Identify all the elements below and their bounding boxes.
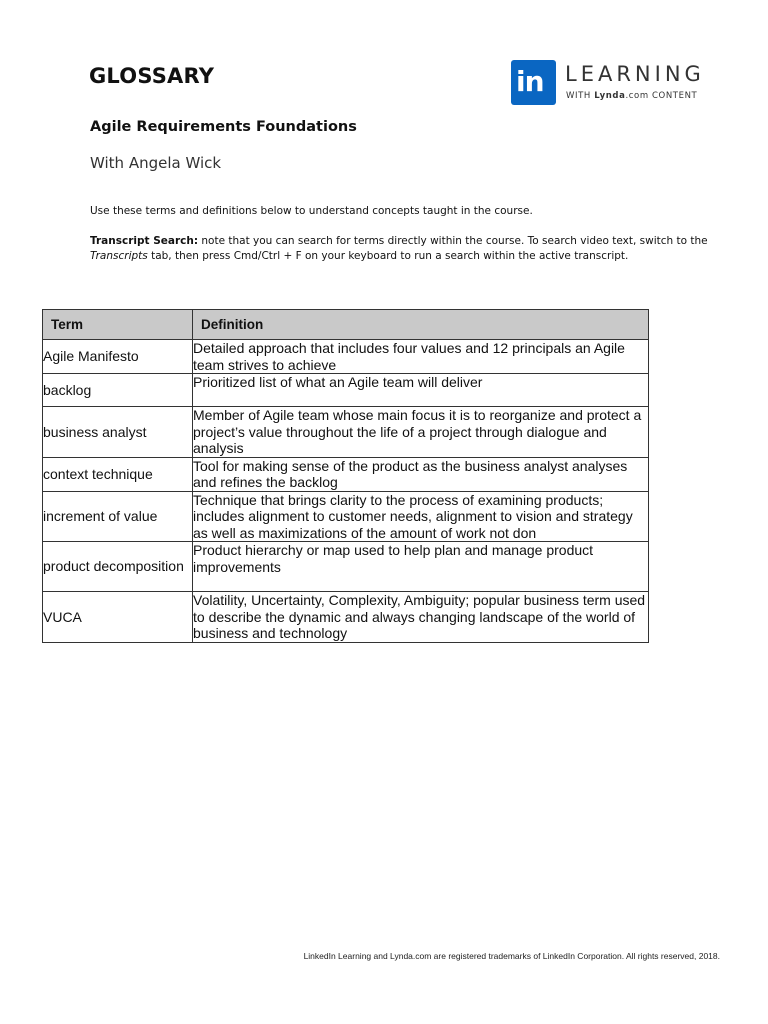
term-cell: increment of value: [43, 491, 193, 542]
course-title: Agile Requirements Foundations: [90, 119, 357, 135]
linkedin-learning-logo: [511, 60, 711, 106]
term-cell: backlog: [43, 374, 193, 407]
intro-text: Use these terms and definitions below to understand concepts taught in the course.: [90, 205, 533, 217]
page-title: GLOSSARY: [89, 64, 215, 88]
definition-cell: Member of Agile team whose main focus it is to reorganize and protect a project’s value throughout the life of a project through dialogue and analysis: [193, 407, 649, 458]
definition-cell: Product hierarchy or map used to help plan and manage product improvements: [193, 542, 649, 592]
table-header-row: [43, 310, 649, 340]
table-row: [43, 340, 649, 374]
logo-badge-text: in: [516, 65, 544, 98]
definition-cell: Prioritized list of what an Agile team will deliver: [193, 374, 649, 407]
logo-wordmark: LEARNING: [565, 62, 705, 86]
definition-cell: Volatility, Uncertainty, Complexity, Ambiguity; popular business term used to describe the dynamic and always changing landscape of the world of business and technology: [193, 592, 649, 643]
transcript-search-note: [90, 234, 730, 264]
table-row: [43, 407, 649, 458]
table-row: [43, 592, 649, 643]
definition-cell: Detailed approach that includes four values and 12 principals an Agile team strives to achieve: [193, 340, 649, 374]
term-cell: context technique: [43, 457, 193, 491]
transcript-search-text-1: note that you can search for terms directly within the course. To search video text, switch to the: [198, 235, 708, 247]
column-header-definition: Definition: [193, 310, 649, 340]
table-row: [43, 374, 649, 407]
transcripts-tab-word: Transcripts: [90, 250, 148, 262]
table-row: [43, 491, 649, 542]
term-cell: product decomposition: [43, 542, 193, 592]
logo-subtitle: [566, 91, 697, 101]
definition-cell: Tool for making sense of the product as the business analyst analyses and refines the backlog: [193, 457, 649, 491]
definition-cell: Technique that brings clarity to the process of examining products; includes alignment to customer needs, alignment to vision and strategy as well as maximizations of the amount of work not don: [193, 491, 649, 542]
linkedin-in-icon: [511, 60, 556, 105]
transcript-search-text-2: tab, then press Cmd/Ctrl + F on your keyboard to run a search within the active transcript.: [147, 250, 629, 262]
term-cell: business analyst: [43, 407, 193, 458]
term-cell: Agile Manifesto: [43, 340, 193, 374]
logo-sub-brand: Lynda: [594, 91, 626, 101]
course-instructor: With Angela Wick: [90, 154, 222, 172]
table-row: [43, 457, 649, 491]
glossary-table: [42, 309, 649, 643]
footer-trademark-note: LinkedIn Learning and Lynda.com are registered trademarks of LinkedIn Corporation. All rights reserved, 2018.: [303, 951, 720, 961]
logo-sub-prefix: WITH: [566, 91, 595, 101]
table-row: [43, 542, 649, 592]
column-header-term: Term: [43, 310, 193, 340]
logo-sub-suffix: .com CONTENT: [625, 91, 698, 101]
term-cell: VUCA: [43, 592, 193, 643]
transcript-search-label: Transcript Search:: [90, 235, 199, 247]
